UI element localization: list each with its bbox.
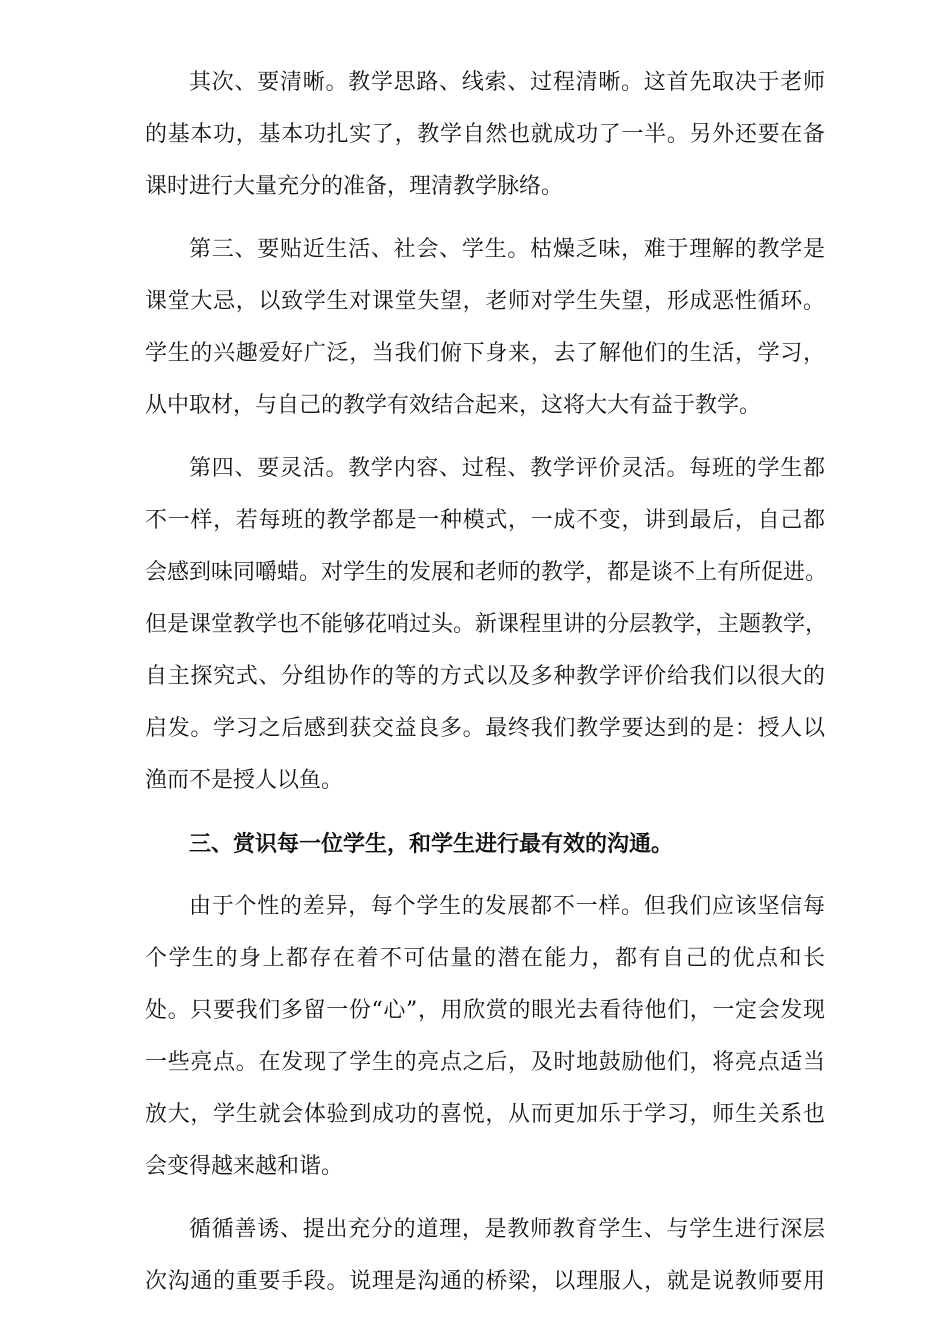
text-line: 课时进行大量充分的准备，理清教学脉络。 bbox=[145, 174, 564, 199]
text-line: 次沟通的重要手段。说理是沟通的桥梁，以理服人，就是说教师要用 bbox=[145, 1269, 825, 1294]
paragraph-guidance bbox=[145, 1204, 825, 1308]
paragraph-close-to-life bbox=[145, 224, 825, 432]
text-line: 但是课堂教学也不能够花哨过头。新课程里讲的分层教学，主题教学， bbox=[145, 612, 828, 637]
text-line: 渔而不是授人以鱼。 bbox=[145, 768, 344, 793]
paragraph-flexibility bbox=[145, 443, 828, 807]
text-line: 由于个性的差异，每个学生的发展都不一样。但我们应该坚信每 bbox=[189, 894, 825, 919]
text-line: 启发。学习之后感到获交益良多。最终我们教学要达到的是：授人以 bbox=[145, 716, 825, 741]
document-page bbox=[145, 57, 828, 1319]
text-line: 一些亮点。在发现了学生的亮点之后，及时地鼓励他们，将亮点适当 bbox=[145, 1050, 825, 1075]
text-line: 第四、要灵活。教学内容、过程、教学评价灵活。每班的学生都 bbox=[189, 456, 825, 481]
text-line: 的基本功，基本功扎实了，教学自然也就成功了一半。另外还要在备 bbox=[145, 122, 825, 147]
text-line: 其次、要清晰。教学思路、线索、过程清晰。这首先取决于老师 bbox=[189, 70, 825, 95]
text-line: 从中取材，与自己的教学有效结合起来，这将大大有益于教学。 bbox=[145, 393, 762, 418]
text-line: 自主探究式、分组协作的等的方式以及多种教学评价给我们以很大的 bbox=[145, 664, 825, 689]
text-line: 处。只要我们多留一份“心”，用欣赏的眼光去看待他们，一定会发现 bbox=[145, 998, 825, 1023]
text-line: 会感到味同嚼蜡。对学生的发展和老师的教学，都是谈不上有所促进。 bbox=[145, 560, 828, 585]
text-line: 个学生的身上都存在着不可估量的潜在能力，都有自己的优点和长 bbox=[145, 946, 825, 971]
text-line: 学生的兴趣爱好广泛，当我们俯下身来，去了解他们的生活，学习， bbox=[145, 341, 825, 366]
section-heading bbox=[145, 818, 825, 870]
text-line: 会变得越来越和谐。 bbox=[145, 1154, 344, 1179]
text-line: 第三、要贴近生活、社会、学生。枯燥乏味，难于理解的教学是 bbox=[189, 237, 825, 262]
text-line: 不一样，若每班的教学都是一种模式，一成不变，讲到最后，自己都 bbox=[145, 508, 825, 533]
paragraph-individual-differences bbox=[145, 881, 825, 1193]
text-line: 循循善诱、提出充分的道理，是教师教育学生、与学生进行深层 bbox=[189, 1217, 825, 1242]
text-line: 放大，学生就会体验到成功的喜悦，从而更加乐于学习，师生关系也 bbox=[145, 1102, 825, 1127]
paragraph-clarity bbox=[145, 57, 825, 213]
text-line: 课堂大忌，以致学生对课堂失望，老师对学生失望，形成恶性循环。 bbox=[145, 289, 825, 314]
section-heading-text: 三、赏识每一位学生，和学生进行最有效的沟通。 bbox=[189, 831, 674, 857]
